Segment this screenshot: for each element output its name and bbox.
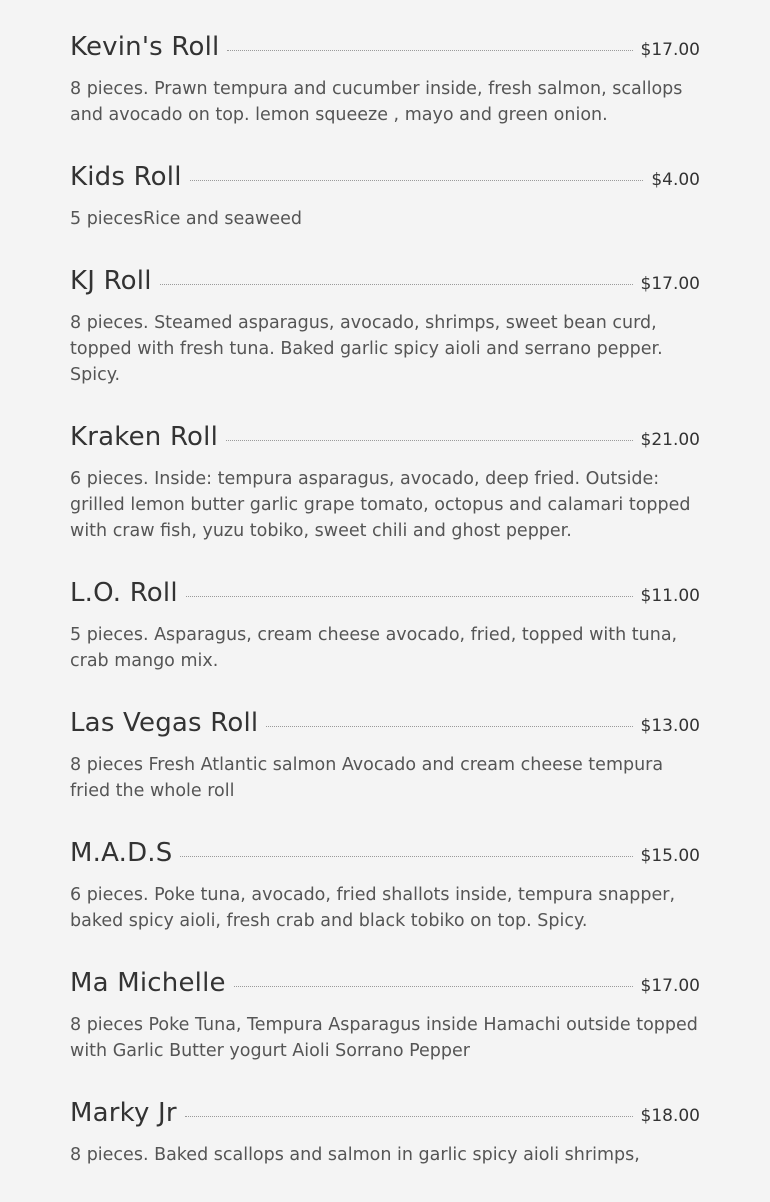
- menu-item-description: 8 pieces. Baked scallops and salmon in garlic spicy aioli shrimps,: [70, 1145, 640, 1165]
- menu-item-price: $13.00: [640, 716, 700, 736]
- menu-item-header: [70, 1098, 700, 1136]
- dotted-leader: [190, 179, 644, 181]
- menu-item-name: KJ Roll: [70, 266, 152, 296]
- menu-item-price: $17.00: [640, 40, 700, 60]
- menu-item-header: [70, 162, 700, 200]
- menu-item-description: 5 pieces. Asparagus, cream cheese avocado, fried, topped with tuna, crab mango mix.: [70, 625, 678, 671]
- menu-item-las-vegas-roll: [70, 708, 700, 804]
- menu-item-name: Marky Jr: [70, 1098, 177, 1128]
- dotted-leader: [180, 855, 632, 857]
- menu-item-kevins-roll: [70, 32, 700, 128]
- menu-item-name: Kraken Roll: [70, 422, 218, 452]
- menu-item-name: Las Vegas Roll: [70, 708, 259, 738]
- menu-item-price: $15.00: [640, 846, 700, 866]
- menu-item-kj-roll: [70, 266, 700, 388]
- menu-item-description: 8 pieces. Steamed asparagus, avocado, shrimps, sweet bean curd, topped with fresh tuna. Baked garlic spicy aioli and serrano pepper. Spicy.: [70, 313, 663, 385]
- menu-item-name: Ma Michelle: [70, 968, 226, 998]
- menu-item-name: L.O. Roll: [70, 578, 178, 608]
- dotted-leader: [266, 725, 632, 727]
- menu-item-lo-roll: [70, 578, 700, 674]
- menu-item-price: $21.00: [640, 430, 700, 450]
- menu-item-header: [70, 422, 700, 460]
- menu-item-description: 8 pieces Poke Tuna, Tempura Asparagus inside Hamachi outside topped with Garlic Butter yogurt Aioli Sorrano Pepper: [70, 1015, 698, 1061]
- dotted-leader: [227, 49, 632, 51]
- menu-item-description: 8 pieces Fresh Atlantic salmon Avocado and cream cheese tempura fried the whole roll: [70, 755, 664, 801]
- menu-list: [70, 32, 700, 1202]
- menu-item-price: $17.00: [640, 274, 700, 294]
- menu-item-price: $18.00: [640, 1106, 700, 1126]
- dotted-leader: [160, 283, 633, 285]
- menu-item-mads: [70, 838, 700, 934]
- dotted-leader: [185, 1115, 633, 1117]
- menu-item-header: [70, 32, 700, 70]
- menu-item-kraken-roll: [70, 422, 700, 544]
- menu-item-description: 6 pieces. Poke tuna, avocado, fried shallots inside, tempura snapper, baked spicy aioli, fresh crab and black tobiko on top. Spicy.: [70, 885, 676, 931]
- menu-item-price: $4.00: [651, 170, 700, 190]
- dotted-leader: [226, 439, 633, 441]
- dotted-leader: [186, 595, 633, 597]
- menu-item-price: $17.00: [640, 976, 700, 996]
- menu-item-name: M.A.D.S: [70, 838, 173, 868]
- menu-item-description: 8 pieces. Prawn tempura and cucumber inside, fresh salmon, scallops and avocado on top. lemon squeeze , mayo and green onion.: [70, 79, 683, 125]
- menu-item-header: [70, 708, 700, 746]
- menu-item-header: [70, 838, 700, 876]
- menu-item-marky-jr: [70, 1098, 700, 1168]
- menu-item-price: $11.00: [640, 586, 700, 606]
- menu-item-kids-roll: [70, 162, 700, 232]
- menu-item-ma-michelle: [70, 968, 700, 1064]
- menu-item-header: [70, 578, 700, 616]
- menu-item-description: 6 pieces. Inside: tempura asparagus, avocado, deep fried. Outside: grilled lemon butter garlic grape tomato, octopus and calamari topped with craw fish, yuzu tobiko, sweet chili and ghost pepper.: [70, 469, 691, 541]
- menu-item-header: [70, 968, 700, 1006]
- menu-item-name: Kevin's Roll: [70, 32, 220, 62]
- menu-item-description: 5 piecesRice and seaweed: [70, 209, 302, 229]
- dotted-leader: [234, 985, 633, 987]
- menu-item-name: Kids Roll: [70, 162, 182, 192]
- menu-item-header: [70, 266, 700, 304]
